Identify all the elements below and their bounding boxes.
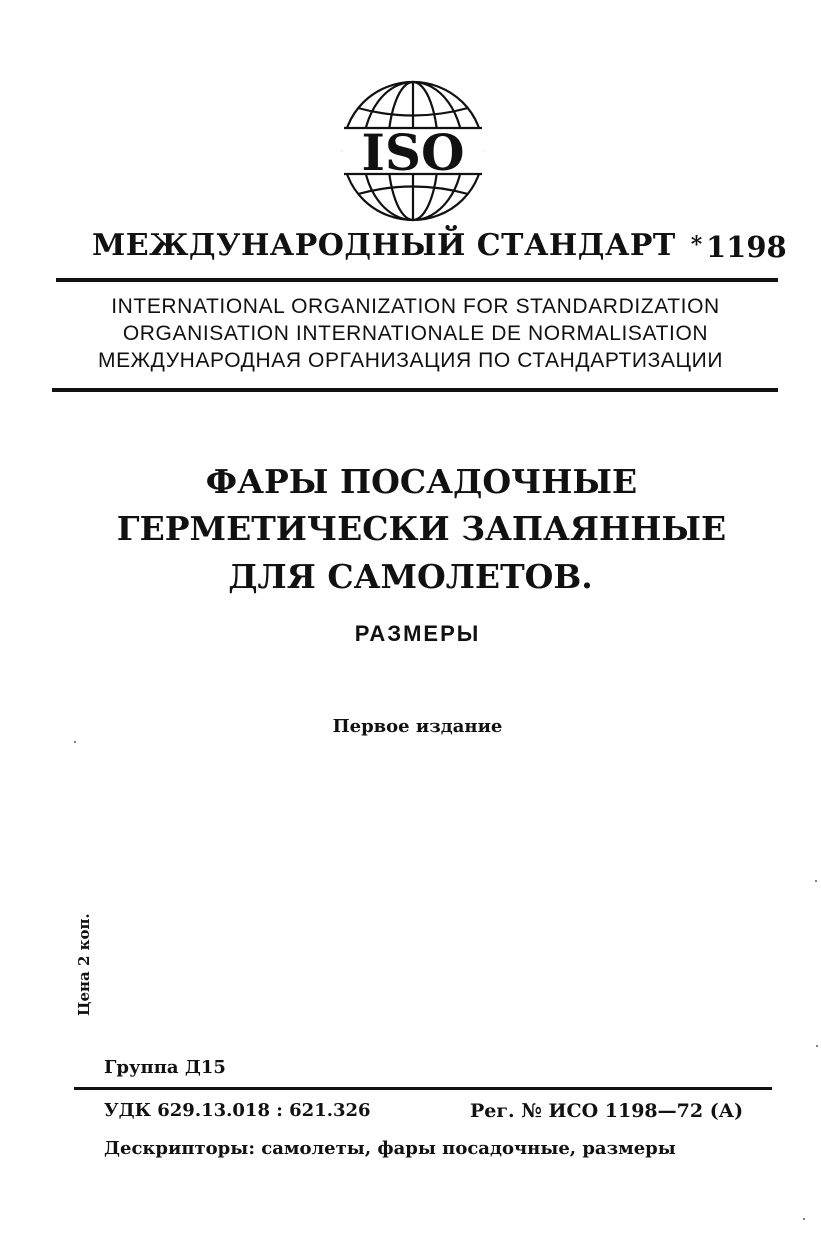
descriptors-line: Дескрипторы: самолеты, фары посадочные, размеры [104,1138,676,1159]
standard-number: 1198 [706,230,787,264]
document-title-line-3: ДЛЯ САМОЛЕТОВ. [228,557,593,596]
standard-title [92,228,703,263]
edition-label: Первое издание [332,716,503,737]
footer-divider [74,1087,772,1090]
org-name-english: INTERNATIONAL ORGANIZATION FOR STANDARDIZATION [111,295,720,318]
price-label: Цена 2 коп. [75,913,93,1016]
org-name-french: ORGANISATION INTERNATIONALE DE NORMALISATION [122,322,709,345]
document-subtitle: РАЗМЕРЫ [354,621,481,646]
iso-logo-text: ISO [361,123,465,182]
asterisk: * [690,232,703,258]
registration-number: Рег. № ИСО 1198—72 (А) [470,1100,744,1122]
scan-speck [815,880,817,882]
document-title-line-1: ФАРЫ ПОСАДОЧНЫЕ [205,462,638,501]
scan-speck [803,1218,805,1220]
scan-speck [74,741,76,743]
udk-code: УДК 629.13.018 : 621.326 [104,1100,371,1121]
org-name-russian: МЕЖДУНАРОДНАЯ ОРГАНИЗАЦИЯ ПО СТАНДАРТИЗАЦИИ [97,349,724,372]
iso-globe-logo-icon [338,78,488,224]
group-label: Группа Д15 [104,1057,226,1078]
organization-divider [52,388,778,392]
header-divider [56,278,778,282]
document-title-line-2: ГЕРМЕТИЧЕСКИ ЗАПАЯННЫЕ [116,509,727,548]
standard-title-text: МЕЖДУНАРОДНЫЙ СТАНДАРТ [92,228,676,263]
scan-speck [816,1045,818,1047]
